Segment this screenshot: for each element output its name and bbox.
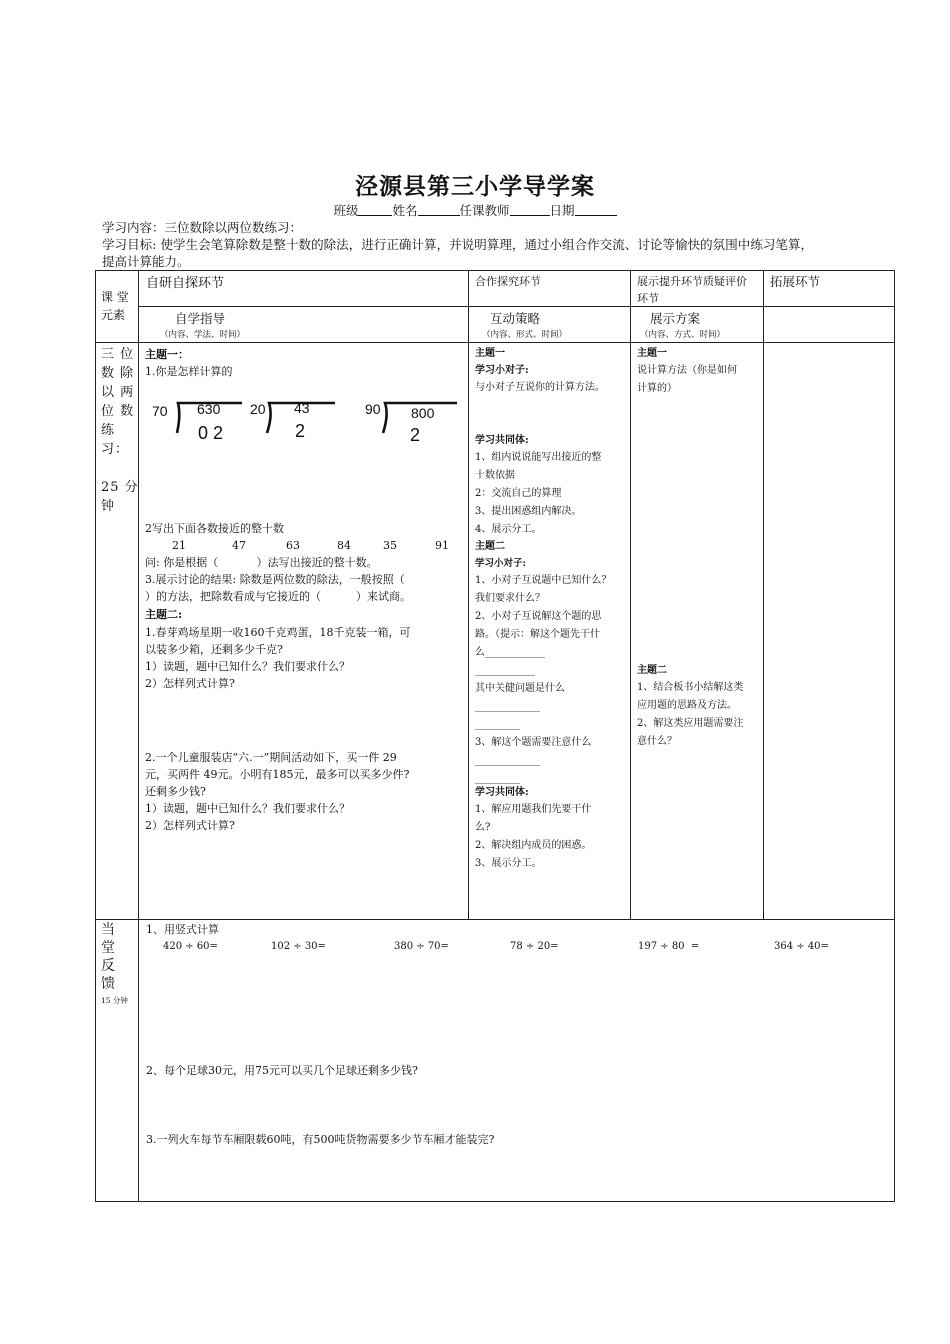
expression-item: 102 ÷ 30= <box>271 941 326 952</box>
theme2-problem2: 2.一个儿童服装店“六.一”期间活动如下，买一件 29 元，买两件 49元。小明有185元，最多可以买多少件? 还剩多少钱? 1）读题，题中已知什么？我们要求什么？ 2）怎样列式计算? <box>145 751 410 832</box>
div1-quotient: 0 2 <box>198 423 224 443</box>
col3-theme1: 主题一 <box>637 348 667 359</box>
theme1-intro <box>145 346 233 380</box>
section2-label: 当 堂 反 馈 <box>101 922 115 992</box>
col2-pair-title: 学习小对子: <box>475 365 529 376</box>
expression-item: 420 ÷ 60= <box>163 941 218 952</box>
expression-item: 197 ÷ 80 = <box>638 941 700 952</box>
sub-header-plan-note: （内容、方式、时间） <box>640 330 726 340</box>
col2-theme2: 主题二 <box>475 541 505 552</box>
col3-theme2-tasks: 1、结合板书小结解这类 应用题的思路及方法。 2、解这类应用题需要注 意什么？ <box>637 682 744 747</box>
col2-pair-title-2: 学习小对子: <box>475 558 527 569</box>
div3-quotient: 2 <box>410 425 421 445</box>
col2-group-title-2: 学习共同体: <box>475 787 529 798</box>
page-title: 泾源县第三小学导学案 <box>355 173 595 200</box>
theme1-q1: 1.你是怎样计算的 <box>145 365 233 378</box>
date-blank[interactable] <box>575 203 617 216</box>
study-goal-line2: 提高计算能力。 <box>102 254 190 269</box>
col2-group-tasks-2: 1、解应用题我们先要干什 么? 2、解决组内成员的困惑。 3、展示分工。 <box>475 804 592 869</box>
feedback-q2: 2、每个足球30元，用75元可以买几个足球还剩多少钱? <box>146 1064 418 1077</box>
theme2-problem1: 1.春芽鸡场星期一收160千克鸡蛋，18千克装一箱，可 以装多少箱，还剩多少千克? 1）读题，题中已知什么？我们要求什么？ 2）怎样列式计算? <box>145 626 411 690</box>
sub-header-strategy: 互动策略 <box>490 311 541 326</box>
div2-quotient: 2 <box>295 421 306 441</box>
col-header-display: 展示提升环节质疑评价 环节 <box>637 275 747 305</box>
div1-dividend: 630 <box>197 401 221 417</box>
number-item: 63 <box>286 539 300 552</box>
col-header-cooperation: 合作探究环节 <box>475 275 541 288</box>
col2-group-tasks: 1、组内说说能写出接近的整 十数依据 2：交流自己的算理 3、提出困惑组内解决。 4、展示分工。 <box>475 452 602 535</box>
number-item: 47 <box>232 539 246 552</box>
expression-item: 78 ÷ 20= <box>510 941 559 952</box>
teacher-blank[interactable] <box>510 203 550 216</box>
row-label-elements: 课 堂 元素 <box>101 290 129 322</box>
date-label: 日期 <box>549 203 575 218</box>
number-item: 35 <box>383 539 397 552</box>
div3-divisor: 90 <box>365 401 381 417</box>
col-header-extension: 拓展环节 <box>770 274 821 289</box>
name-blank[interactable] <box>418 203 460 216</box>
sub-header-strategy-note: （内容、形式、时间） <box>482 330 568 340</box>
div1-divisor: 70 <box>152 403 168 419</box>
study-goal-line1: 学习目标: 使学生会笔算除数是整十数的除法，进行正确计算，并说明算理，通过小组合作交流、讨论等愉快的氛围中练习笔算， <box>102 237 814 252</box>
study-content: 学习内容：三位数除以两位数练习： <box>102 220 303 235</box>
div3-dividend: 800 <box>411 405 435 421</box>
section2-time: 15 分钟 <box>101 996 128 1005</box>
col2-pair-task: 与小对子互说你的计算方法。 <box>475 382 605 393</box>
student-info-line <box>0 202 950 219</box>
expression-item: 380 ÷ 70= <box>394 941 449 952</box>
div2-dividend: 43 <box>294 400 310 416</box>
class-blank[interactable] <box>358 203 392 216</box>
number-item: 21 <box>172 539 186 552</box>
number-item: 91 <box>435 539 449 552</box>
col2-group-title: 学习共同体: <box>475 435 529 446</box>
number-item: 84 <box>337 539 351 552</box>
sub-header-plan: 展示方案 <box>650 311 701 326</box>
theme1-title: 主题一： <box>145 348 189 361</box>
feedback-q1: 1、用竖式计算 <box>146 923 219 936</box>
col3-theme2: 主题二 <box>637 665 667 676</box>
section1-label: 三 位 数 除 以 两 位 数 练 习： 25 分 钟 <box>101 347 139 514</box>
feedback-q3: 3.一列火车每节车厢限载60吨，有500吨货物需要多少节车厢才能装完? <box>146 1133 495 1146</box>
question2-title: 2写出下面各数接近的整十数 <box>145 522 284 535</box>
div2-divisor: 20 <box>250 401 266 417</box>
question2-3-text: 问: 你是根据（ ）法写出接近的整十数。 3.展示讨论的结果: 除数是两位数的除法，一般按照（ ）的方法，把除数看成与它接近的（ ）来试商。 <box>145 556 411 603</box>
col2-theme1: 主题一 <box>475 348 505 359</box>
expression-item: 364 ÷ 40= <box>774 941 829 952</box>
name-label: 姓名 <box>392 203 418 218</box>
col-header-self-study: 自研自探环节 <box>146 276 225 291</box>
teacher-label: 任课教师 <box>459 203 510 218</box>
class-label: 班级 <box>333 203 359 218</box>
col2-pair-tasks-2: 1、小对子互说题中已知什么？ 我们要求什么？ 2、小对子互说解这个题的思 路。（提示：解这个题先干什 么____________ ____________ 其中关健问题是什么 _____________ _________ 3、解这个题需要注意什么 _____________ _________ <box>475 575 612 784</box>
sub-header-guidance: 自学指导 <box>175 311 226 326</box>
sub-header-guidance-note: （内容、学法、时间） <box>160 330 246 340</box>
theme2-title: 主题二: <box>145 608 183 621</box>
col3-theme1-task: 说计算方法（你是如何 计算的） <box>637 365 737 394</box>
